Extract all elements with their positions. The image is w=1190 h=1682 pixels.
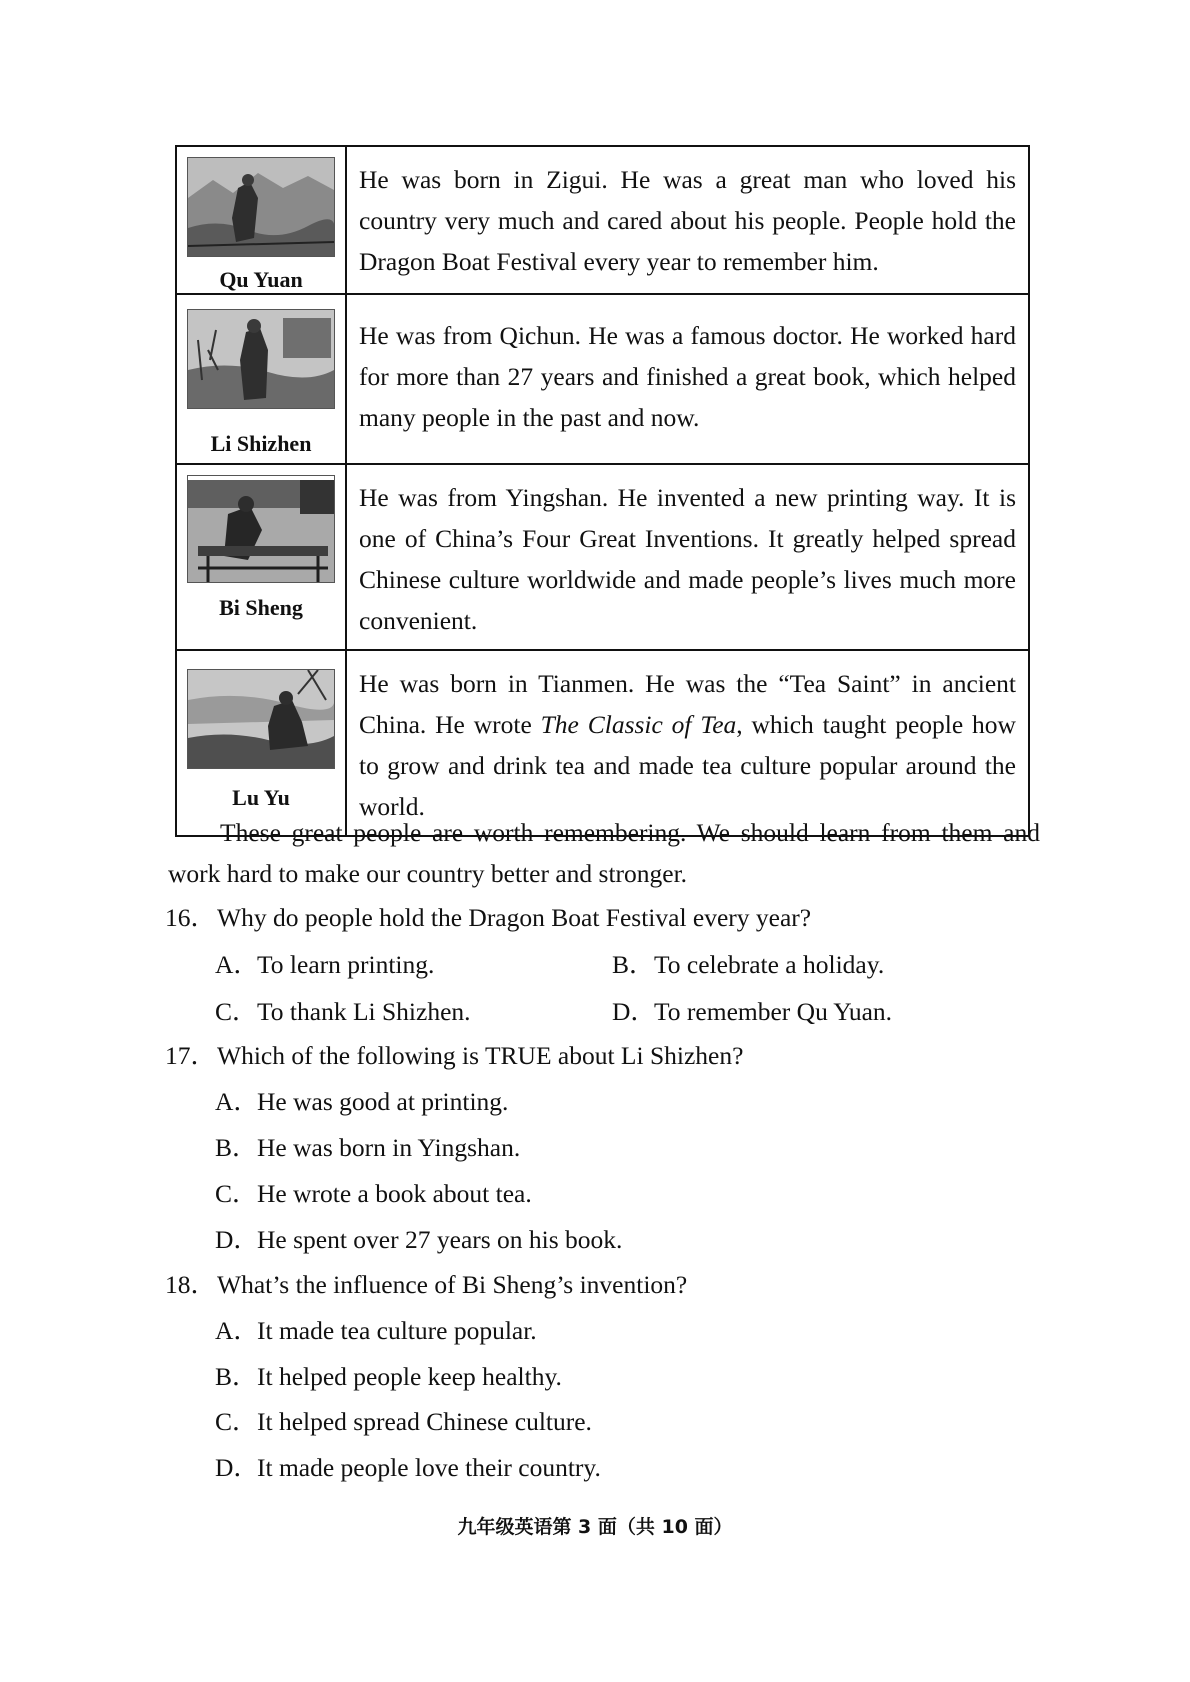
book-title: The Classic of Tea: [540, 710, 737, 739]
bi-sheng-portrait-image: [187, 475, 335, 583]
figure-cell: [176, 294, 346, 464]
page-footer: 九年级英语第 3 面（共 10 面）: [457, 1516, 733, 1538]
question-number: 16．: [165, 903, 217, 932]
option-18c[interactable]: [215, 1402, 592, 1438]
qu-yuan-portrait-image: [187, 157, 335, 257]
figure-description: He was from Yingshan. He invented a new printing way. It is one of China’s Four Great Inventions. It greatly helped spread Chinese culture worldwide and made people’s lives much more convenient.: [346, 464, 1029, 650]
option-16a[interactable]: [215, 945, 434, 981]
option-letter: A．: [215, 1316, 259, 1345]
question-text: Why do people hold the Dragon Boat Festival every year?: [217, 903, 812, 932]
option-text: It helped spread Chinese culture.: [257, 1407, 592, 1436]
figure-description: [346, 650, 1029, 836]
option-18d[interactable]: [215, 1448, 601, 1484]
figure-row-li-shizhen: [176, 294, 1029, 464]
option-text: He was good at printing.: [257, 1087, 509, 1116]
option-18b[interactable]: [215, 1357, 562, 1393]
option-letter: D．: [215, 1225, 259, 1254]
figure-cell: [176, 464, 346, 650]
figure-row-bi-sheng: [176, 464, 1029, 650]
li-shizhen-portrait-image: [187, 309, 335, 409]
option-letter: B．: [612, 950, 655, 979]
figure-name: Lu Yu: [232, 785, 290, 810]
figure-row-lu-yu: [176, 650, 1029, 836]
figure-name: Bi Sheng: [219, 595, 303, 620]
option-17d[interactable]: [215, 1220, 622, 1256]
option-16b[interactable]: [612, 945, 884, 981]
figure-name: Qu Yuan: [219, 267, 303, 292]
option-text: He wrote a book about tea.: [257, 1179, 532, 1208]
historical-figures-table: [175, 145, 1030, 837]
option-text: It made tea culture popular.: [257, 1316, 537, 1345]
figure-name: Li Shizhen: [210, 431, 312, 456]
option-text: To celebrate a holiday.: [654, 950, 885, 979]
option-letter: B．: [215, 1362, 258, 1391]
option-text: It helped people keep healthy.: [257, 1362, 562, 1391]
question-number: 18．: [165, 1270, 217, 1299]
option-letter: A．: [215, 950, 259, 979]
question-text: Which of the following is TRUE about Li Shizhen?: [217, 1041, 744, 1070]
option-17b[interactable]: [215, 1128, 520, 1164]
option-letter: C．: [215, 1179, 258, 1208]
closing-paragraph: [168, 812, 1040, 894]
option-16c[interactable]: [215, 992, 471, 1028]
option-17a[interactable]: [215, 1082, 508, 1118]
description-part: He was born in Tianmen. He was the “Tea Saint” in ancient China. He wrote: [359, 669, 1016, 739]
lu-yu-portrait-image: [187, 669, 335, 769]
option-text: He was born in Yingshan.: [257, 1133, 521, 1162]
figure-cell: [176, 146, 346, 294]
question-18: [165, 1265, 687, 1301]
figure-row-qu-yuan: [176, 146, 1029, 294]
option-17c[interactable]: [215, 1174, 532, 1210]
question-number: 17．: [165, 1041, 217, 1070]
option-letter: A．: [215, 1087, 259, 1116]
question-text: What’s the influence of Bi Sheng’s invention?: [217, 1270, 688, 1299]
option-16d[interactable]: [612, 992, 892, 1028]
option-letter: D．: [215, 1453, 259, 1482]
question-17: [165, 1036, 743, 1072]
closing-text: These great people are worth remembering. We should learn from them and work hard to make our country better and stronger.: [168, 818, 1040, 888]
question-16: [165, 898, 811, 934]
option-letter: C．: [215, 1407, 258, 1436]
option-text: It made people love their country.: [257, 1453, 601, 1482]
option-letter: C．: [215, 997, 258, 1026]
option-letter: B．: [215, 1133, 258, 1162]
option-18a[interactable]: [215, 1311, 537, 1347]
option-text: He spent over 27 years on his book.: [257, 1225, 623, 1254]
figure-cell: [176, 650, 346, 836]
figure-description: He was from Qichun. He was a famous doctor. He worked hard for more than 27 years and finished a great book, which helped many people in the past and now.: [346, 294, 1029, 464]
option-letter: D．: [612, 997, 656, 1026]
option-text: To remember Qu Yuan.: [654, 997, 893, 1026]
description-part: , which taught people how to grow and drink tea and made tea culture popular around the world.: [359, 710, 1016, 821]
figure-description: He was born in Zigui. He was a great man who loved his country very much and cared about his people. People hold the Dragon Boat Festival every year to remember him.: [346, 146, 1029, 294]
option-text: To learn printing.: [257, 950, 435, 979]
option-text: To thank Li Shizhen.: [257, 997, 471, 1026]
